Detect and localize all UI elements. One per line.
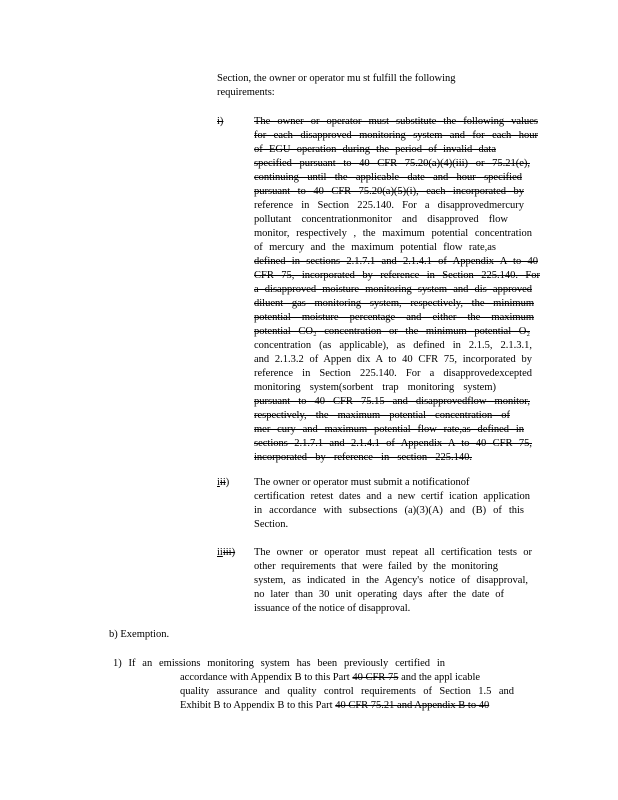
- item-i-line: The owner or operator must substitute the following values: [254, 116, 538, 127]
- item-iii-line: system, as indicated in the Agency's notice of disapproval,: [254, 575, 528, 586]
- intro-line-2: requirements:: [217, 87, 275, 98]
- item-ii-marker: iii): [217, 477, 230, 488]
- item-i-line: specified pursuant to 40 CFR 75.20(a)(4)(iii) or 75.21(e),: [254, 158, 530, 169]
- item-i-line: concentration (as applicable), as defined in 2.1.5, 2.1.3.1,: [254, 340, 532, 351]
- item-i-line: sections 2.1.7.1 and 2.1.4.1 of Appendix A to 40 CFR 75,: [254, 438, 532, 449]
- item-1-line-2: accordance with Appendix B to this Part 40 CFR 75 and the appl icable: [180, 672, 481, 683]
- item-i-line: mer cury and maximum potential flow rate,as defined in: [254, 424, 524, 435]
- item-i-line: diluent gas monitoring system, respectively, the minimum: [254, 298, 534, 309]
- item-i-line: monitoring system(sorbent trap monitoring system): [254, 382, 496, 393]
- item-i-line: respectively, the maximum potential concentration of: [254, 410, 510, 421]
- item-i-line: potential moisture percentage and either the maximum: [254, 312, 534, 323]
- item-i-line: and 2.1.3.2 of Appen dix A to 40 CFR 75, incorporated by: [254, 354, 532, 365]
- item-iii-marker: iiiii): [217, 547, 236, 558]
- item-iii-line: issuance of the notice of disapproval.: [254, 603, 411, 614]
- item-1-line-4: Exhibit B to Appendix B to this Part 40 CFR 75.21 and Appendix B to 40: [180, 700, 490, 711]
- item-i-line: pollutant concentrationmonitor and disapproved flow: [254, 214, 508, 225]
- item-i-line: of mercury and the maximum potential flow rate,as: [254, 242, 496, 253]
- item-i-line: pursuant to 40 CFR 75.20(a)(5)(i), each incorporated by: [254, 186, 524, 197]
- item-iii-line: other requirements that were failed by the monitoring: [254, 561, 498, 572]
- item-ii-line: The owner or operator must submit a notificationof: [254, 477, 470, 488]
- item-1-line-3: quality assurance and quality control requirements of Section 1.5 and: [180, 686, 514, 697]
- item-i-line: reference in Section 225.140. For a disapprovedexcepted: [254, 368, 532, 379]
- item-i-line: for each disapproved monitoring system and for each hour: [254, 130, 538, 141]
- item-1-line-1: 1) If an emissions monitoring system has been previously certified in: [113, 658, 445, 669]
- item-i-line: potential CO₂ concentration or the minimum potential O₂: [254, 326, 530, 337]
- item-i-line: a disapproved moisture monitoring system and dis approved: [254, 284, 532, 295]
- item-iii-line: no later than 30 unit operating days after the date of: [254, 589, 504, 600]
- item-i-line: of EGU operation during the period of invalid data: [254, 144, 496, 155]
- item-i-line: monitor, respectively , the maximum potential concentration: [254, 228, 532, 239]
- item-i-line: defined in sections 2.1.7.1 and 2.1.4.1 of Appendix A to 40: [254, 256, 538, 267]
- item-i-line: incorporated by reference in section 225.140.: [254, 452, 472, 463]
- item-i-line: pursuant to 40 CFR 75.15 and disapprovedflow monitor,: [254, 396, 530, 407]
- intro-line-1: Section, the owner or operator mu st fulfill the following: [217, 73, 456, 84]
- exemption-heading: b) Exemption.: [109, 629, 170, 640]
- item-i-line: CFR 75, incorporated by reference in Section 225.140. For: [254, 270, 540, 281]
- item-iii-line: The owner or operator must repeat all certification tests or: [254, 547, 532, 558]
- item-i-line: reference in Section 225.140. For a disapprovedmercury: [254, 200, 524, 211]
- item-i-line: continuing until the applicable date and hour specified: [254, 172, 522, 183]
- item-ii-line: Section.: [254, 519, 289, 530]
- item-i-marker: i): [217, 116, 224, 127]
- item-ii-line: in accordance with subsections (a)(3)(A) and (B) of this: [254, 505, 524, 516]
- item-ii-line: certification retest dates and a new certif ication application: [254, 491, 530, 502]
